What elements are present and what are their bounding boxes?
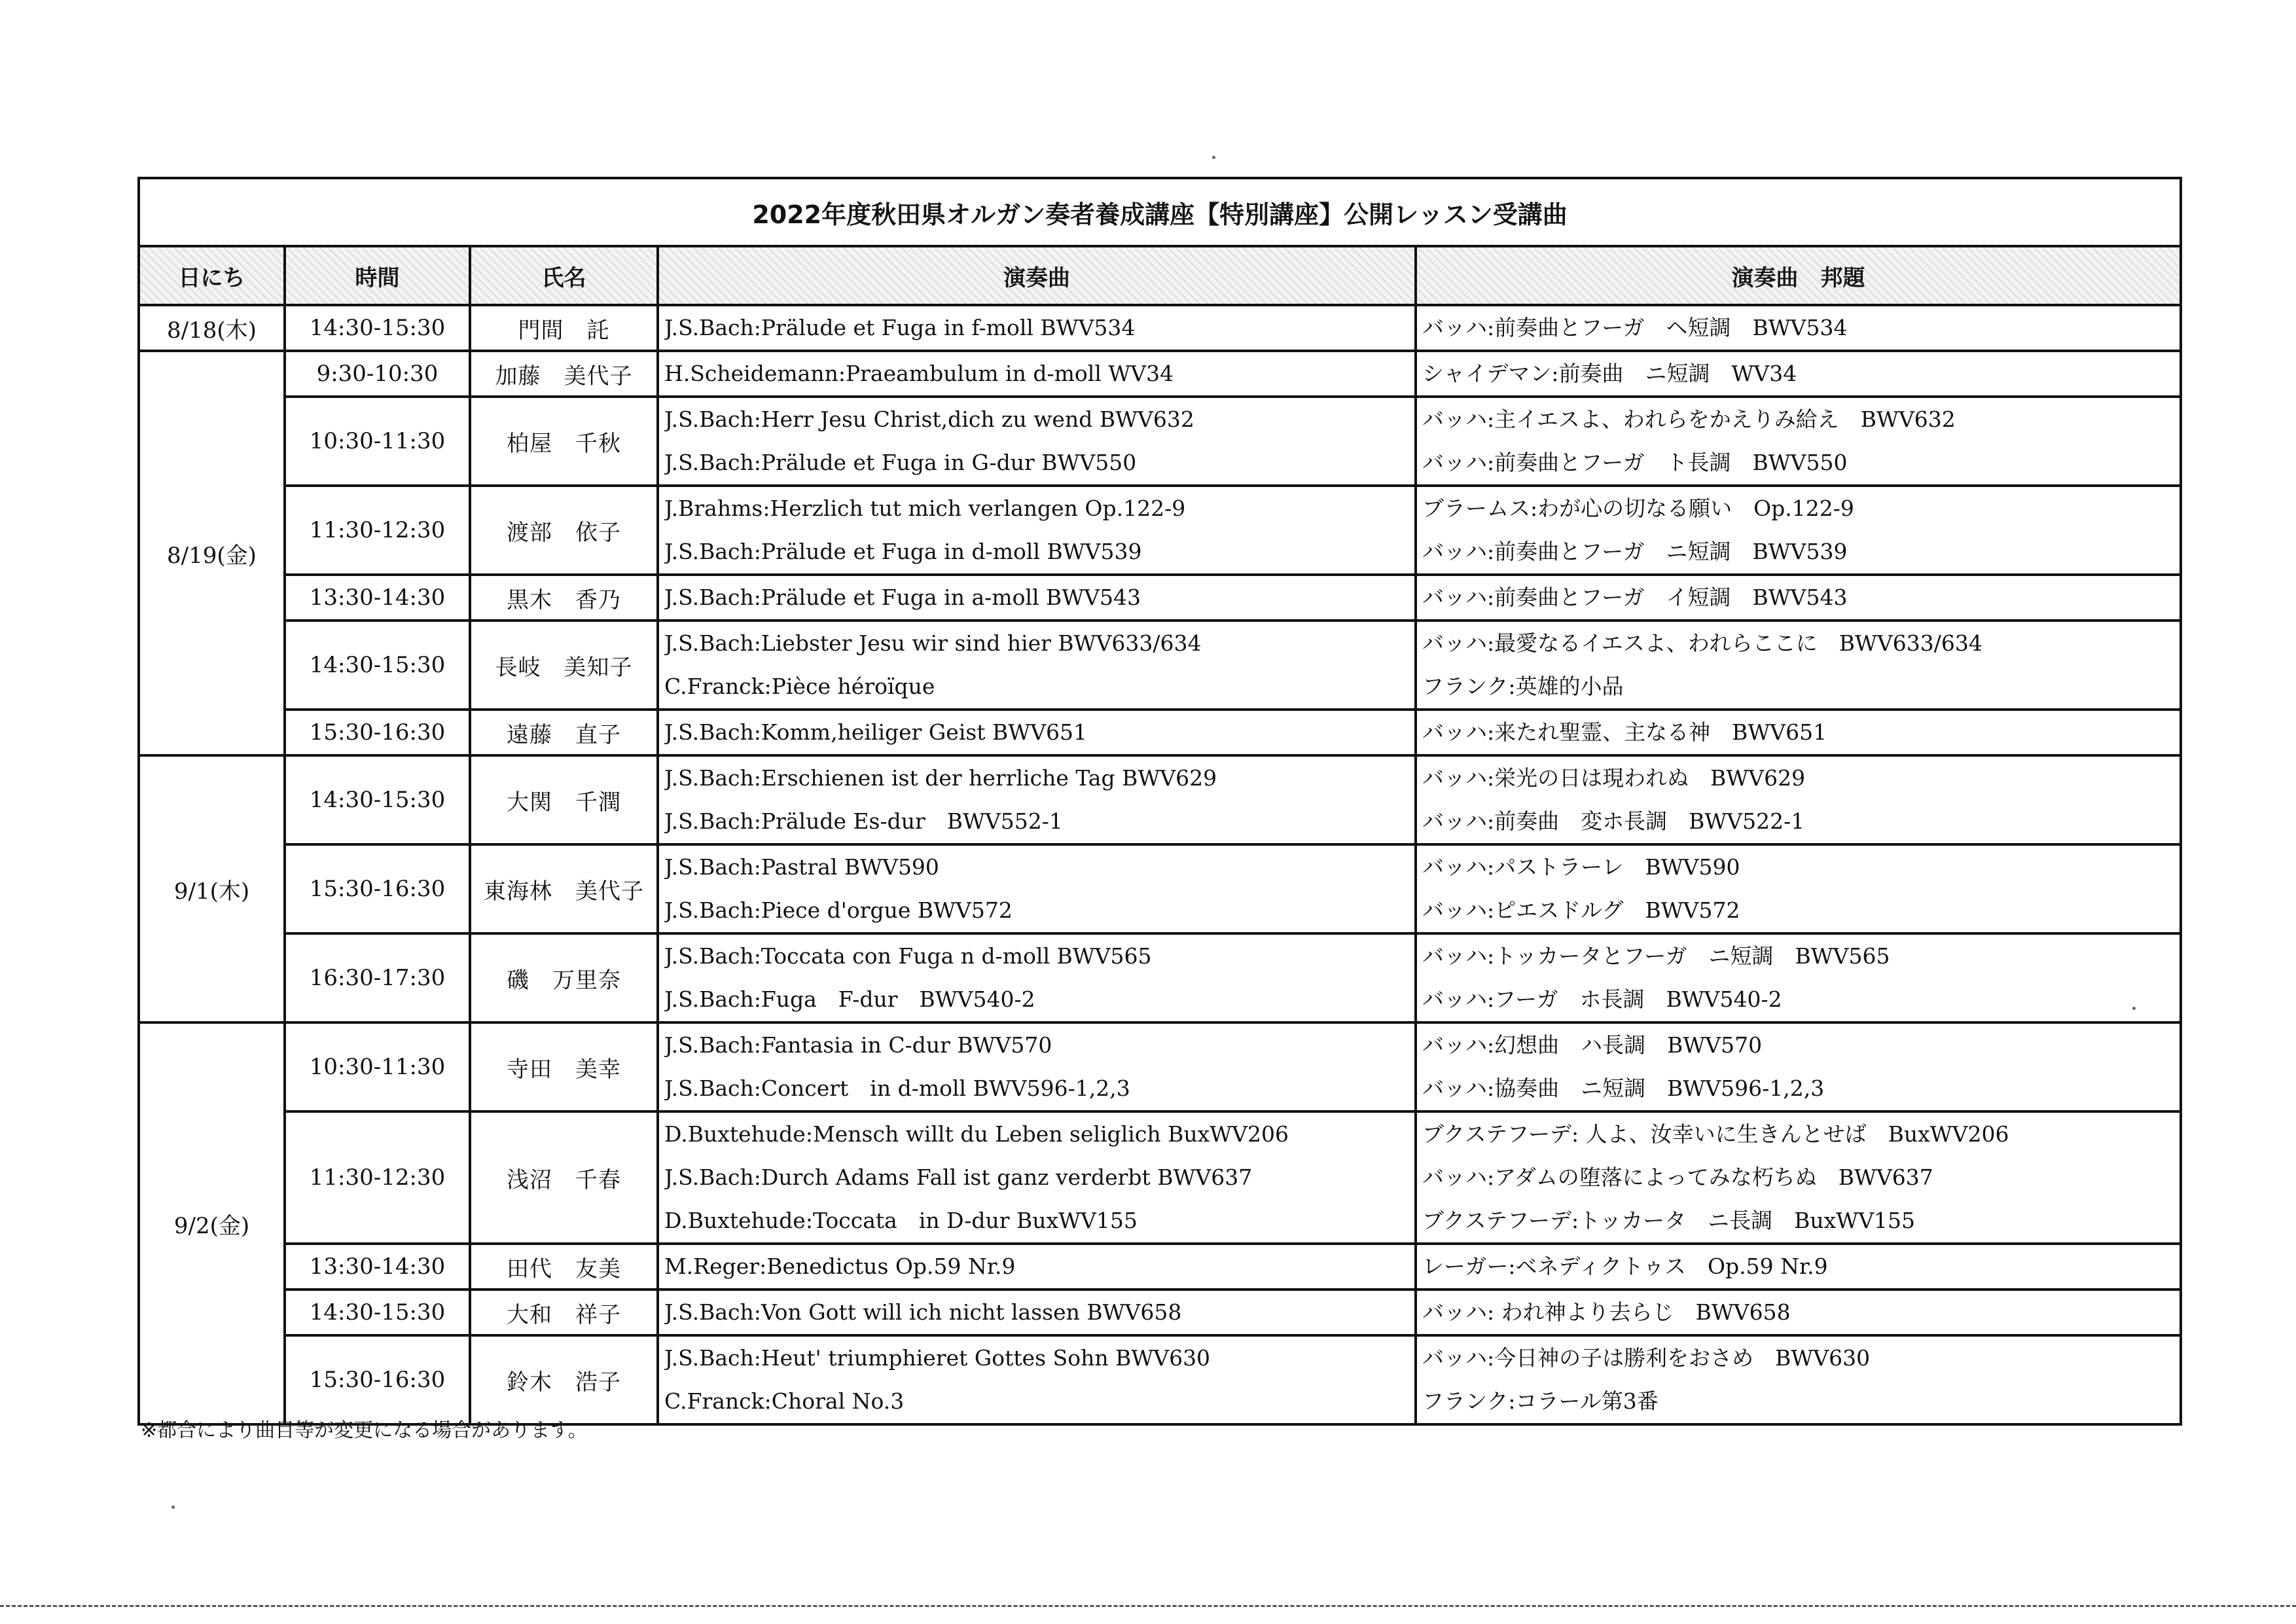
time-cell: 14:30-15:30	[285, 621, 470, 710]
table-row	[139, 755, 2181, 844]
lesson-table	[137, 177, 2182, 1426]
time-cell: 11:30-12:30	[285, 486, 470, 575]
table-row	[139, 1244, 2181, 1290]
date-cell: 8/19(金)	[139, 351, 285, 755]
piece-cell	[658, 755, 1416, 844]
piece-line: J.S.Bach:Fantasia in C-dur BWV570	[664, 1032, 1052, 1058]
date-cell: 9/1(木)	[139, 755, 285, 1022]
piece-ja-cell	[1416, 1290, 2181, 1335]
time-cell: 13:30-14:30	[285, 1244, 470, 1290]
time-cell: 13:30-14:30	[285, 575, 470, 621]
piece-ja-cell	[1416, 1244, 2181, 1290]
table-row	[139, 575, 2181, 621]
table-title: 2022年度秋田県オルガン奏者養成講座【特別講座】公開レッスン受講曲	[139, 178, 2181, 246]
piece-ja-cell	[1416, 621, 2181, 710]
table-row	[139, 621, 2181, 710]
piece-ja-line: バッハ: われ神より去らじ BWV658	[1422, 1299, 1791, 1325]
piece-ja-line: バッハ:ピエスドルグ BWV572	[1422, 897, 1740, 923]
name-cell: 鈴木 浩子	[470, 1335, 658, 1424]
piece-ja-line: ブクステフーデ:トッカータ ニ長調 BuxWV155	[1422, 1208, 1916, 1233]
piece-ja-cell	[1416, 710, 2181, 755]
piece-line: J.S.Bach:Von Gott will ich nicht lassen BWV658	[664, 1299, 1182, 1325]
piece-line: J.S.Bach:Toccata con Fuga n d-moll BWV565	[664, 943, 1152, 969]
table-row	[139, 710, 2181, 755]
piece-ja-cell	[1416, 351, 2181, 397]
piece-cell	[658, 710, 1416, 755]
name-cell: 遠藤 直子	[470, 710, 658, 755]
time-cell: 14:30-15:30	[285, 1290, 470, 1335]
piece-ja-line: バッハ:前奏曲とフーガ ト長調 BWV550	[1422, 450, 1848, 475]
piece-ja-cell	[1416, 575, 2181, 621]
table-row	[139, 486, 2181, 575]
scan-speck	[2132, 1007, 2136, 1010]
piece-cell	[658, 397, 1416, 486]
piece-line: J.Brahms:Herzlich tut mich verlangen Op.122-9	[664, 496, 1186, 521]
table-row	[139, 1335, 2181, 1424]
piece-cell	[658, 844, 1416, 933]
piece-cell	[658, 1022, 1416, 1111]
scan-speck	[1212, 156, 1215, 159]
time-cell: 16:30-17:30	[285, 933, 470, 1022]
piece-ja-line: バッハ:トッカータとフーガ ニ短調 BWV565	[1422, 943, 1890, 969]
piece-line: J.S.Bach:Pastral BWV590	[664, 854, 939, 880]
piece-line: J.S.Bach:Komm,heiliger Geist BWV651	[664, 719, 1088, 745]
piece-line: M.Reger:Benedictus Op.59 Nr.9	[664, 1254, 1016, 1279]
piece-ja-line: バッハ:今日神の子は勝利をおさめ BWV630	[1422, 1345, 1871, 1371]
header-piece: 演奏曲	[658, 246, 1416, 305]
piece-line: J.S.Bach:Prälude et Fuga in f-moll BWV534	[664, 315, 1136, 340]
table-row	[139, 844, 2181, 933]
piece-ja-line: ブクステフーデ: 人よ、汝幸いに生きんとせば BuxWV206	[1422, 1121, 2009, 1147]
piece-ja-cell	[1416, 1111, 2181, 1244]
time-cell: 14:30-15:30	[285, 305, 470, 351]
piece-line: H.Scheidemann:Praeambulum in d-moll WV34	[664, 361, 1174, 386]
name-cell: 東海林 美代子	[470, 844, 658, 933]
name-cell: 磯 万里奈	[470, 933, 658, 1022]
footnote: ※都合により曲目等が変更になる場合があります。	[141, 1419, 588, 1442]
piece-line: C.Franck:Pièce héroïque	[664, 674, 935, 699]
time-cell: 10:30-11:30	[285, 1022, 470, 1111]
piece-ja-line: シャイデマン:前奏曲 ニ短調 WV34	[1422, 361, 1797, 386]
piece-ja-line: バッハ:前奏曲とフーガ ニ短調 BWV539	[1422, 539, 1848, 564]
piece-line: D.Buxtehude:Toccata in D-dur BuxWV155	[664, 1208, 1138, 1233]
piece-line: J.S.Bach:Prälude Es-dur BWV552-1	[664, 808, 1063, 834]
time-cell: 15:30-16:30	[285, 710, 470, 755]
piece-cell	[658, 1244, 1416, 1290]
table-row	[139, 933, 2181, 1022]
piece-line: J.S.Bach:Concert in d-moll BWV596-1,2,3	[664, 1075, 1130, 1101]
header-time: 時間	[285, 246, 470, 305]
name-cell: 柏屋 千秋	[470, 397, 658, 486]
name-cell: 大関 千潤	[470, 755, 658, 844]
piece-ja-line: バッハ:主イエスよ、われらをかえりみ給え BWV632	[1422, 406, 1956, 432]
piece-cell	[658, 351, 1416, 397]
piece-line: D.Buxtehude:Mensch willt du Leben seliglich BuxWV206	[664, 1121, 1289, 1147]
header-date: 日にち	[139, 246, 285, 305]
page-edge-rule	[0, 1605, 2296, 1607]
table-row	[139, 1111, 2181, 1244]
piece-line: J.S.Bach:Prälude et Fuga in d-moll BWV539	[664, 539, 1142, 564]
name-cell: 加藤 美代子	[470, 351, 658, 397]
piece-ja-line: レーガー:ベネディクトゥス Op.59 Nr.9	[1422, 1254, 1828, 1279]
time-cell: 15:30-16:30	[285, 844, 470, 933]
piece-ja-line: バッハ:前奏曲とフーガ ヘ短調 BWV534	[1422, 315, 1848, 340]
name-cell: 長岐 美知子	[470, 621, 658, 710]
piece-line: J.S.Bach:Liebster Jesu wir sind hier BWV633/634	[664, 630, 1202, 656]
name-cell: 黒木 香乃	[470, 575, 658, 621]
piece-line: J.S.Bach:Durch Adams Fall ist ganz verderbt BWV637	[664, 1164, 1253, 1190]
table-row	[139, 305, 2181, 351]
piece-ja-cell	[1416, 486, 2181, 575]
piece-cell	[658, 621, 1416, 710]
piece-cell	[658, 1290, 1416, 1335]
time-cell: 9:30-10:30	[285, 351, 470, 397]
piece-cell	[658, 575, 1416, 621]
piece-cell	[658, 933, 1416, 1022]
piece-ja-line: バッハ:来たれ聖霊、主なる神 BWV651	[1422, 719, 1827, 745]
piece-ja-cell	[1416, 1022, 2181, 1111]
name-cell: 門間 託	[470, 305, 658, 351]
piece-ja-cell	[1416, 844, 2181, 933]
piece-line: C.Franck:Choral No.3	[664, 1388, 905, 1414]
table-row	[139, 397, 2181, 486]
date-cell: 9/2(金)	[139, 1022, 285, 1424]
piece-ja-cell	[1416, 397, 2181, 486]
piece-ja-line: バッハ:パストラーレ BWV590	[1422, 854, 1740, 880]
time-cell: 14:30-15:30	[285, 755, 470, 844]
piece-ja-line: フランク:英雄的小品	[1422, 674, 1624, 699]
piece-ja-line: バッハ:アダムの堕落によってみな朽ちぬ BWV637	[1422, 1164, 1933, 1190]
piece-line: J.S.Bach:Fuga F-dur BWV540-2	[664, 986, 1035, 1012]
name-cell: 渡部 依子	[470, 486, 658, 575]
piece-ja-line: バッハ:幻想曲 ハ長調 BWV570	[1422, 1032, 1763, 1058]
scan-speck	[171, 1506, 175, 1509]
header-piece-ja: 演奏曲 邦題	[1416, 246, 2181, 305]
table-row	[139, 1022, 2181, 1111]
name-cell: 寺田 美幸	[470, 1022, 658, 1111]
time-cell: 10:30-11:30	[285, 397, 470, 486]
table-row	[139, 351, 2181, 397]
piece-ja-line: バッハ:前奏曲 変ホ長調 BWV522-1	[1422, 808, 1805, 834]
header-row	[139, 246, 2181, 305]
piece-line: J.S.Bach:Heut' triumphieret Gottes Sohn BWV630	[664, 1345, 1211, 1371]
piece-cell	[658, 1335, 1416, 1424]
piece-cell	[658, 486, 1416, 575]
piece-ja-cell	[1416, 1335, 2181, 1424]
table-row	[139, 1290, 2181, 1335]
piece-ja-line: ブラームス:わが心の切なる願い Op.122-9	[1422, 496, 1854, 521]
header-name: 氏名	[470, 246, 658, 305]
piece-ja-line: バッハ:協奏曲 ニ短調 BWV596-1,2,3	[1422, 1075, 1825, 1101]
name-cell: 田代 友美	[470, 1244, 658, 1290]
piece-ja-cell	[1416, 933, 2181, 1022]
piece-line: J.S.Bach:Herr Jesu Christ,dich zu wend BWV632	[664, 406, 1194, 432]
time-cell: 11:30-12:30	[285, 1111, 470, 1244]
date-cell: 8/18(木)	[139, 305, 285, 351]
name-cell: 浅沼 千春	[470, 1111, 658, 1244]
piece-line: J.S.Bach:Prälude et Fuga in a-moll BWV543	[664, 585, 1141, 610]
piece-ja-cell	[1416, 755, 2181, 844]
schedule-sheet	[137, 177, 2179, 1426]
piece-cell	[658, 1111, 1416, 1244]
piece-ja-line: バッハ:フーガ ホ長調 BWV540-2	[1422, 986, 1782, 1012]
piece-cell	[658, 305, 1416, 351]
piece-line: J.S.Bach:Piece d'orgue BWV572	[664, 897, 1013, 923]
piece-ja-line: フランク:コラール第3番	[1422, 1388, 1659, 1414]
piece-ja-line: バッハ:前奏曲とフーガ イ短調 BWV543	[1422, 585, 1848, 610]
piece-ja-line: バッハ:最愛なるイエスよ、われらここに BWV633/634	[1422, 630, 1982, 656]
piece-line: J.S.Bach:Prälude et Fuga in G-dur BWV550	[664, 450, 1137, 475]
piece-line: J.S.Bach:Erschienen ist der herrliche Tag BWV629	[664, 765, 1217, 791]
name-cell: 大和 祥子	[470, 1290, 658, 1335]
piece-ja-cell	[1416, 305, 2181, 351]
time-cell: 15:30-16:30	[285, 1335, 470, 1424]
piece-ja-line: バッハ:栄光の日は現われぬ BWV629	[1422, 765, 1806, 791]
